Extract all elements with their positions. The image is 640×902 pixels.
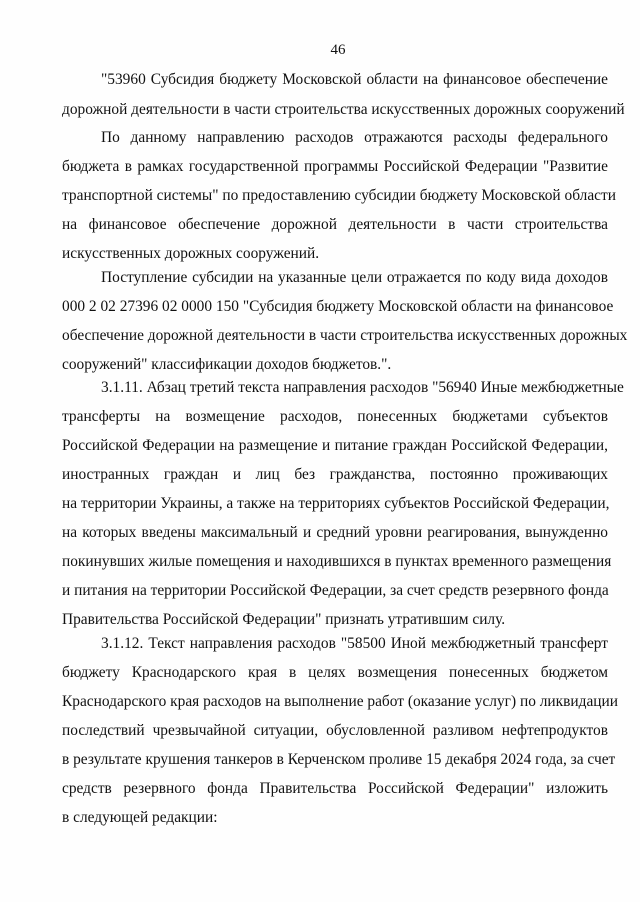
text-line: и питания на территории Российской Федерации, за счет средств резервного фонда [62, 582, 609, 599]
text-line: Российской Федерации на размещение и питание граждан Российской Федерации, [62, 437, 608, 454]
text-line: 000 2 02 27396 02 0000 150 "Субсидия бюджету Московской области на финансовое [62, 298, 614, 315]
text-line: на финансовое обеспечение дорожной деятельности в части строительства [62, 216, 608, 233]
text-line: "53960 Субсидия бюджету Московской области на финансовое обеспечение [101, 71, 608, 88]
text-line: на территории Украины, а также на территориях субъектов Российской Федерации, [62, 495, 610, 512]
text-line: обеспечение дорожной деятельности в части строительства искусственных дорожных [62, 327, 628, 344]
text-line: По данному направлению расходов отражаются расходы федерального [101, 129, 608, 146]
text-line: Краснодарского края расходов на выполнение работ (оказание услуг) по ликвидации [62, 693, 619, 710]
text-line: трансферты на возмещение расходов, понесенных бюджетами субъектов [62, 408, 608, 425]
text-line: бюджету Краснодарского края в целях возмещения понесенных бюджетом [62, 664, 608, 681]
text-line: 3.1.11. Абзац третий текста направления расходов "56940 Иные межбюджетные [101, 379, 624, 396]
page-number: 46 [330, 42, 346, 58]
text-line: бюджета в рамках государственной программы Российской Федерации "Развитие [62, 158, 608, 175]
text-line: Поступление субсидии на указанные цели отражается по коду вида доходов [101, 269, 608, 286]
text-line: транспортной системы" по предоставлению субсидии бюджету Московской области [62, 187, 616, 204]
text-line: дорожной деятельности в части строительства искусственных дорожных сооружений [62, 101, 625, 118]
text-line: в результате крушения танкеров в Керченском проливе 15 декабря 2024 года, за счет [62, 751, 616, 768]
text-line: 3.1.12. Текст направления расходов "58500 Иной межбюджетный трансферт [101, 635, 608, 652]
text-line: Правительства Российской Федерации" признать утратившим силу. [62, 611, 506, 628]
text-line: в следующей редакции: [62, 809, 218, 826]
text-line: на которых введены максимальный и средний уровни реагирования, вынужденно [62, 524, 608, 541]
text-line: последствий чрезвычайной ситуации, обусловленной разливом нефтепродуктов [62, 722, 608, 739]
text-line: искусственных дорожных сооружений. [62, 245, 320, 262]
text-line: сооружений" классификации доходов бюджетов.". [62, 356, 392, 373]
text-line: покинувших жилые помещения и находившихся в пунктах временного размещения [62, 553, 612, 570]
text-line: средств резервного фонда Правительства Российской Федерации" изложить [62, 780, 608, 797]
text-line: иностранных граждан и лиц без гражданства, постоянно проживающих [62, 466, 608, 483]
